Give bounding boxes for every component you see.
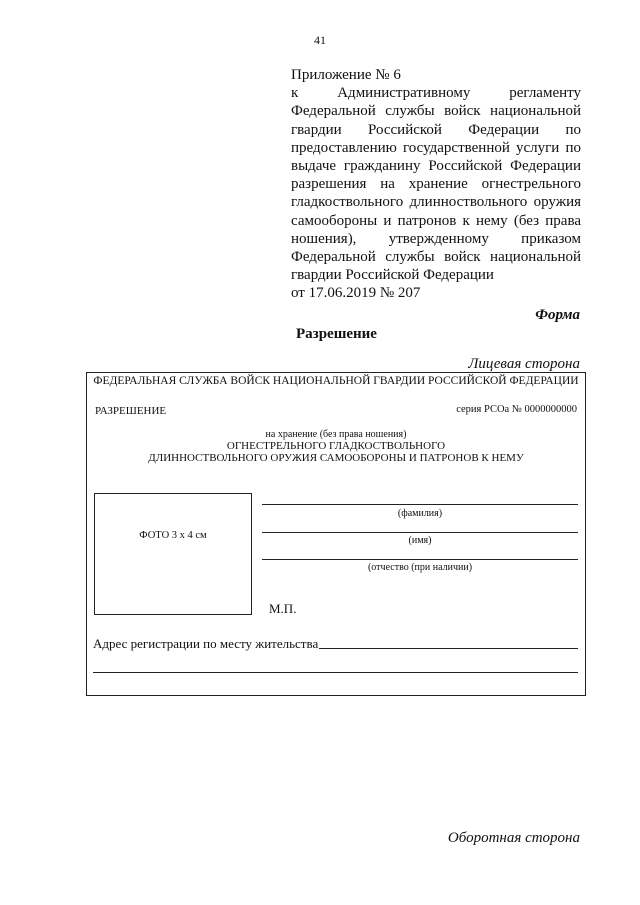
name-line xyxy=(262,532,578,533)
back-side-label: Оборотная сторона xyxy=(447,830,580,846)
surname-caption: (фамилия) xyxy=(397,508,443,519)
photo-placeholder xyxy=(94,493,252,615)
stamp-placeholder: М.П. xyxy=(269,601,297,616)
document-title: Разрешение xyxy=(296,326,377,342)
appendix-title: Приложение № 6 xyxy=(291,67,401,83)
agency-name: ФЕДЕРАЛЬНАЯ СЛУЖБА ВОЙСК НАЦИОНАЛЬНОЙ ГВАРДИИ РОССИЙСКОЙ ФЕДЕРАЦИИ xyxy=(93,375,579,387)
patronymic-caption: (отчество (при наличии) xyxy=(367,562,473,573)
weapon-type-line-2: ДЛИННОСТВОЛЬНОГО ОРУЖИЯ САМООБОРОНЫ И ПАТРОНОВ К НЕМУ xyxy=(148,452,524,464)
patronymic-line xyxy=(262,559,578,560)
name-caption: (имя) xyxy=(408,535,432,546)
weapon-type-line-1: ОГНЕСТРЕЛЬНОГО ГЛАДКОСТВОЛЬНОГО xyxy=(226,440,446,452)
front-side-label: Лицевая сторона xyxy=(468,356,580,372)
series-number: серия РСОа № 0000000000 xyxy=(456,404,577,415)
permit-card xyxy=(86,372,586,696)
photo-label: ФОТО 3 х 4 см xyxy=(139,530,207,541)
surname-line xyxy=(262,504,578,505)
address-label: Адрес регистрации по месту жительства xyxy=(93,636,319,651)
address-line xyxy=(319,648,578,649)
form-label: Форма xyxy=(535,307,580,323)
permit-label: РАЗРЕШЕНИЕ xyxy=(95,405,167,417)
address-line-2 xyxy=(93,672,578,673)
appendix-date: от 17.06.2019 № 207 xyxy=(291,285,421,302)
page-number: 41 xyxy=(314,33,326,47)
appendix-text: к Административному регламенту Федеральной службы войск национальной гвардии Российской Федерации по предоставлению государственной услуги по выдаче гражданину Российской Федерации разрешения на хранение огнестрельного гладкоствольного длинноствольного оружия самообороны и патронов к нему (без права ношения), утвержденному приказом Федеральной службы войск национальной гвардии Российской Федерации xyxy=(291,85,581,284)
appendix-block xyxy=(291,66,581,303)
storage-note: на хранение (без права ношения) xyxy=(265,429,407,440)
